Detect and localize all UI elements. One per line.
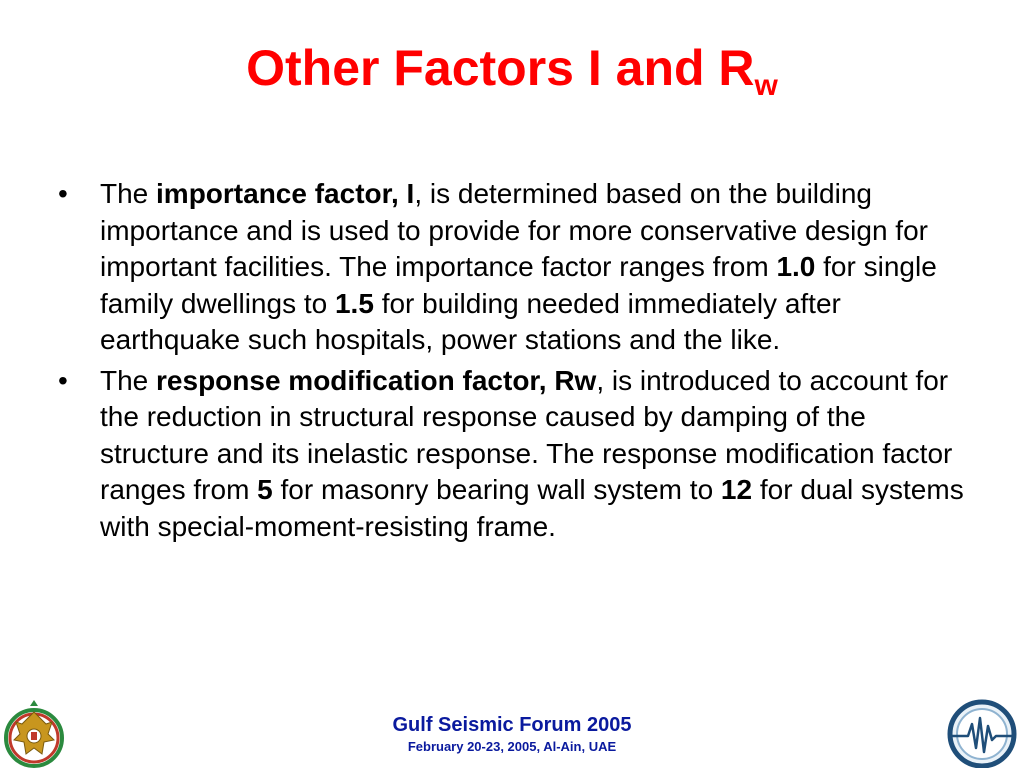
footer [0, 712, 1024, 756]
bullet-marker: • [58, 364, 68, 396]
bullet-value: 12 [720, 474, 753, 505]
footer-event-name: Gulf Seismic Forum 2005 [392, 714, 632, 736]
footer-event-date-location: February 20-23, 2005, Al-Ain, UAE [407, 739, 617, 754]
bullet-text: for single family dwellings to [100, 251, 937, 319]
bullet-text: The [100, 364, 157, 396]
bullet-text: for dual systems with special-moment-resisting frame. [100, 474, 964, 542]
title-main: Other Factors I and R [246, 40, 755, 96]
slide-title [0, 38, 1024, 116]
bullet-text: , is determined based on the building importance and is used to provide for more conservative design for important facilities. The importance factor ranges from [100, 178, 928, 282]
bullet-value: 5 [257, 474, 273, 505]
bullet-marker: • [58, 178, 68, 209]
title-subscript: w [754, 69, 778, 102]
bullet-term: importance factor, I [156, 178, 415, 209]
bullet-term: response modification factor, Rw [156, 364, 597, 396]
bullet-text: for masonry bearing wall system to [272, 474, 721, 505]
bullet-text: for building needed immediately after earthquake such hospitals, power stations and the like. [100, 287, 841, 355]
bullet-value: 1.0 [776, 251, 816, 282]
bullet-list [58, 176, 968, 549]
bullet-text: The [100, 178, 157, 209]
bullet-item-response-modification-factor [58, 363, 968, 546]
bullet-value: 1.5 [334, 287, 374, 319]
bullet-text: , is introduced to account for the reduction in structural response caused by damping of the structure and its inelastic response. The response modification factor ranges from [100, 364, 953, 505]
bullet-item-importance-factor [58, 176, 968, 359]
